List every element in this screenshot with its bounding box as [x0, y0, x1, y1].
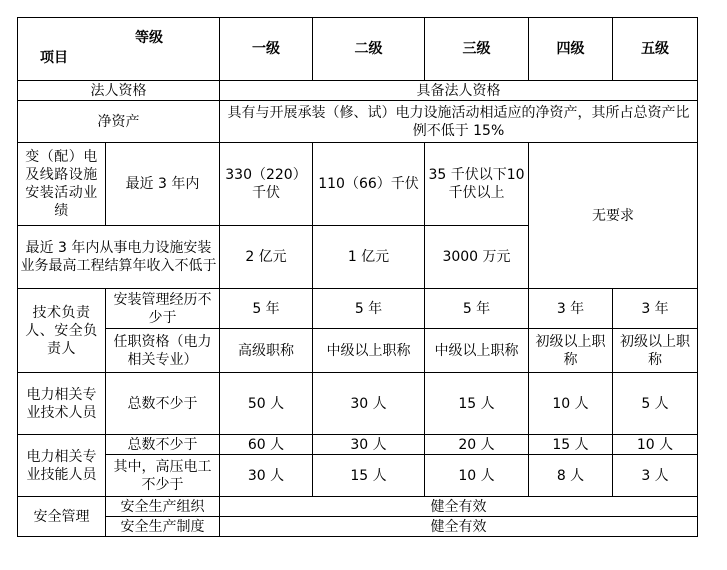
- level-1-header: 一级: [220, 18, 313, 81]
- experience-level-2: 5 年: [313, 289, 425, 329]
- qualification-label: 任职资格（电力相关专业）: [106, 329, 220, 373]
- experience-level-1: 5 年: [220, 289, 313, 329]
- skill-senior-level-2: 15 人: [313, 455, 425, 497]
- performance-row: [18, 143, 698, 226]
- legal-label: 法人资格: [18, 81, 220, 101]
- skill-staff-total-label: 总数不少于: [106, 435, 220, 455]
- tech-staff-level-4: 10 人: [529, 373, 613, 435]
- revenue-level-1: 2 亿元: [220, 226, 313, 289]
- safety-rules-label: 安全生产制度: [106, 517, 220, 537]
- safety-rules-row: [18, 517, 698, 537]
- item-header-label: 项目: [40, 50, 68, 66]
- qualification-level-1: 高级职称: [220, 329, 313, 373]
- performance-level-3: 35 千伏以下10 千伏以上: [425, 143, 529, 226]
- tech-staff-level-3: 15 人: [425, 373, 529, 435]
- tech-staff-level-2: 30 人: [313, 373, 425, 435]
- safety-org-row: [18, 497, 698, 517]
- level-3-header: 三级: [425, 18, 529, 81]
- qualification-table-wrapper: [17, 17, 698, 537]
- qualification-standard-table: [17, 17, 698, 537]
- leaders-qualification-row: [18, 329, 698, 373]
- revenue-level-3: 3000 万元: [425, 226, 529, 289]
- skill-total-level-2: 30 人: [313, 435, 425, 455]
- experience-label: 安装管理经历不少于: [106, 289, 220, 329]
- skill-total-level-5: 10 人: [613, 435, 698, 455]
- qualification-level-3: 中级以上职称: [425, 329, 529, 373]
- level-2-header: 二级: [313, 18, 425, 81]
- level-5-header: 五级: [613, 18, 698, 81]
- experience-level-5: 3 年: [613, 289, 698, 329]
- qualification-level-5: 初级以上职称: [613, 329, 698, 373]
- experience-level-4: 3 年: [529, 289, 613, 329]
- skill-senior-level-1: 30 人: [220, 455, 313, 497]
- tech-staff-sub-label: 总数不少于: [106, 373, 220, 435]
- performance-level-1: 330（220）千伏: [220, 143, 313, 226]
- qualification-level-4: 初级以上职称: [529, 329, 613, 373]
- header-corner-cell: [18, 18, 220, 81]
- skill-senior-level-3: 10 人: [425, 455, 529, 497]
- leaders-label: 技术负责人、安全负责人: [18, 289, 106, 373]
- table-header-row: [18, 18, 698, 81]
- safety-org-label: 安全生产组织: [106, 497, 220, 517]
- level-4-header: 四级: [529, 18, 613, 81]
- performance-level-2: 110（66）千伏: [313, 143, 425, 226]
- tech-staff-row: [18, 373, 698, 435]
- safety-org-value: 健全有效: [220, 497, 698, 517]
- tech-staff-level-5: 5 人: [613, 373, 698, 435]
- safety-rules-value: 健全有效: [220, 517, 698, 537]
- skill-senior-level-5: 3 人: [613, 455, 698, 497]
- tech-staff-label: 电力相关专业技术人员: [18, 373, 106, 435]
- skill-staff-total-row: [18, 435, 698, 455]
- revenue-label: 最近 3 年内从事电力设施安装业务最高工程结算年收入不低于: [18, 226, 220, 289]
- no-requirement-cell: 无要求: [529, 143, 698, 289]
- skill-total-level-4: 15 人: [529, 435, 613, 455]
- skill-staff-senior-label: 其中，高压电工不少于: [106, 455, 220, 497]
- revenue-level-2: 1 亿元: [313, 226, 425, 289]
- net-assets-row: [18, 101, 698, 143]
- performance-sub-label: 最近 3 年内: [106, 143, 220, 226]
- safety-label: 安全管理: [18, 497, 106, 537]
- performance-label: 变（配）电及线路设施安装活动业绩: [18, 143, 106, 226]
- skill-total-level-3: 20 人: [425, 435, 529, 455]
- skill-staff-label: 电力相关专业技能人员: [18, 435, 106, 497]
- qualification-level-2: 中级以上职称: [313, 329, 425, 373]
- leaders-experience-row: [18, 289, 698, 329]
- net-assets-label: 净资产: [18, 101, 220, 143]
- skill-total-level-1: 60 人: [220, 435, 313, 455]
- tech-staff-level-1: 50 人: [220, 373, 313, 435]
- legal-value: 具备法人资格: [220, 81, 698, 101]
- net-assets-value: 具有与开展承装（修、试）电力设施活动相适应的净资产，其所占总资产比例不低于 15%: [220, 101, 698, 143]
- grade-header-label: 等级: [135, 30, 163, 46]
- skill-senior-level-4: 8 人: [529, 455, 613, 497]
- legal-qualification-row: [18, 81, 698, 101]
- experience-level-3: 5 年: [425, 289, 529, 329]
- skill-staff-senior-row: [18, 455, 698, 497]
